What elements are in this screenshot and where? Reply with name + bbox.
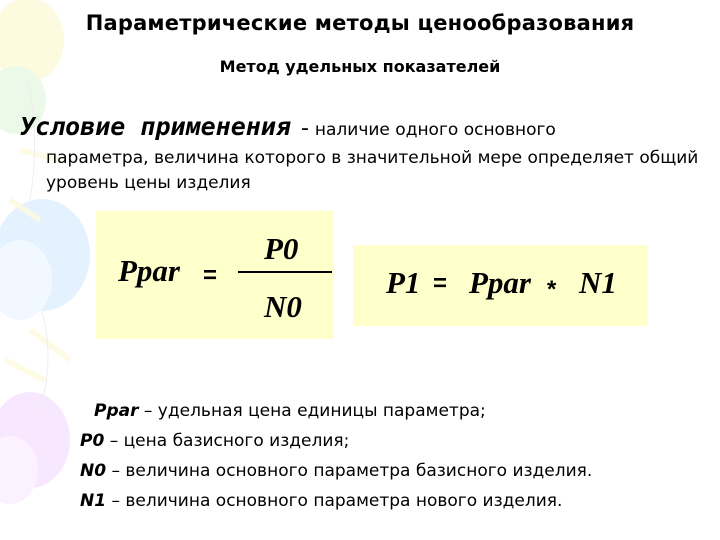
page-title: Параметрические методы ценообразования [85,11,635,35]
formula1-lhs: Ppar [118,253,180,288]
legend-term: P0 [80,431,105,451]
formula2-factor1: Ppar [469,265,531,300]
legend-desc: – величина основного параметра нового изделия. [106,491,563,511]
legend-term: Ppar [94,401,139,421]
legend-row [80,426,592,456]
formula1-numerator: P0 [264,231,299,266]
formula-box-specific-price [96,211,334,339]
page-subtitle: Метод удельных показателей [219,57,501,76]
fraction-bar [238,271,332,273]
condition-text-first: наличие одного основного [314,120,556,140]
condition-line [20,112,556,141]
legend-row [80,456,592,486]
condition-text-rest: параметра, величина которого в значительной мере определяет общий уровень цены изделия [46,148,699,193]
legend-row [80,486,592,516]
legend-row [80,396,592,426]
legend-desc: – величина основного параметра базисного изделия. [106,461,593,481]
formula2-times: * [546,276,556,303]
condition-dash: - [300,116,309,141]
formula2-factor2: N1 [579,265,617,300]
formula1-denominator: N0 [264,289,302,324]
legend-desc: – цена базисного изделия; [104,431,350,451]
formula1-equals: = [203,262,218,289]
variable-legend [80,396,592,516]
legend-term: N1 [80,491,107,511]
legend-desc: – удельная цена единицы параметра; [138,401,486,421]
formula2-lhs: P1 [386,265,421,300]
condition-heading: Условие применения [20,112,291,141]
formula-box-new-price [353,245,648,326]
formula2-equals: = [433,270,448,297]
legend-term: N0 [80,461,107,481]
